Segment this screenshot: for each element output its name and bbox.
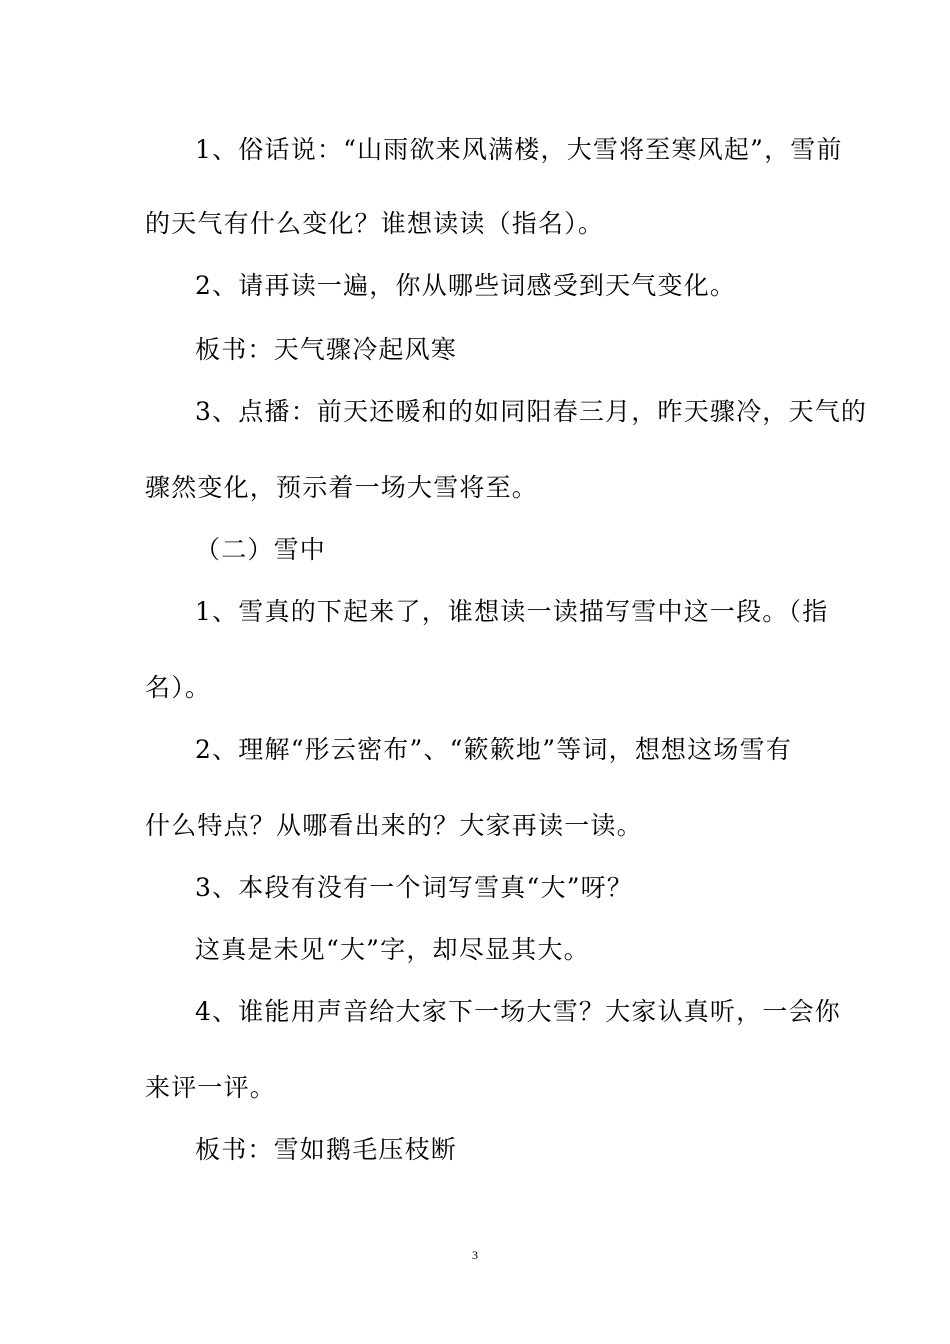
board-note-2: 板书：雪如鹅毛压枝断	[195, 1135, 458, 1164]
paragraph-8-line-1: 4、谁能用声音给大家下一场大雪？大家认真听，一会你	[195, 997, 841, 1026]
paragraph-1-line-1: 1、俗话说：“山雨欲来风满楼，大雪将至寒风起”，雪前	[195, 135, 843, 164]
paragraph-7: 这真是未见“大”字，却尽显其大。	[195, 935, 590, 964]
page-number: 3	[472, 1248, 478, 1262]
paragraph-3-line-2: 骤然变化，预示着一场大雪将至。	[145, 473, 539, 502]
board-note-1: 板书：天气骤冷起风寒	[195, 335, 458, 364]
paragraph-2: 2、请再读一遍，你从哪些词感受到天气变化。	[195, 271, 737, 300]
section-heading: （二）雪中	[195, 535, 327, 564]
paragraph-1-line-2: 的天气有什么变化？谁想读读（指名）。	[145, 209, 605, 238]
paragraph-3-line-1: 3、点播：前天还暖和的如同阳春三月，昨天骤冷，天气的	[195, 397, 868, 426]
paragraph-4-line-2: 名）。	[145, 673, 212, 702]
paragraph-5-line-1: 2、理解“彤云密布”、“簌簌地”等词，想想这场雪有	[195, 735, 793, 764]
paragraph-6: 3、本段有没有一个词写雪真“大”呀？	[195, 873, 634, 902]
paragraph-4-line-1: 1、雪真的下起来了，谁想读一读描写雪中这一段。（指	[195, 597, 829, 626]
paragraph-8-line-2: 来评一评。	[145, 1073, 277, 1102]
paragraph-5-line-2: 什么特点？从哪看出来的？大家再读一读。	[145, 811, 643, 840]
